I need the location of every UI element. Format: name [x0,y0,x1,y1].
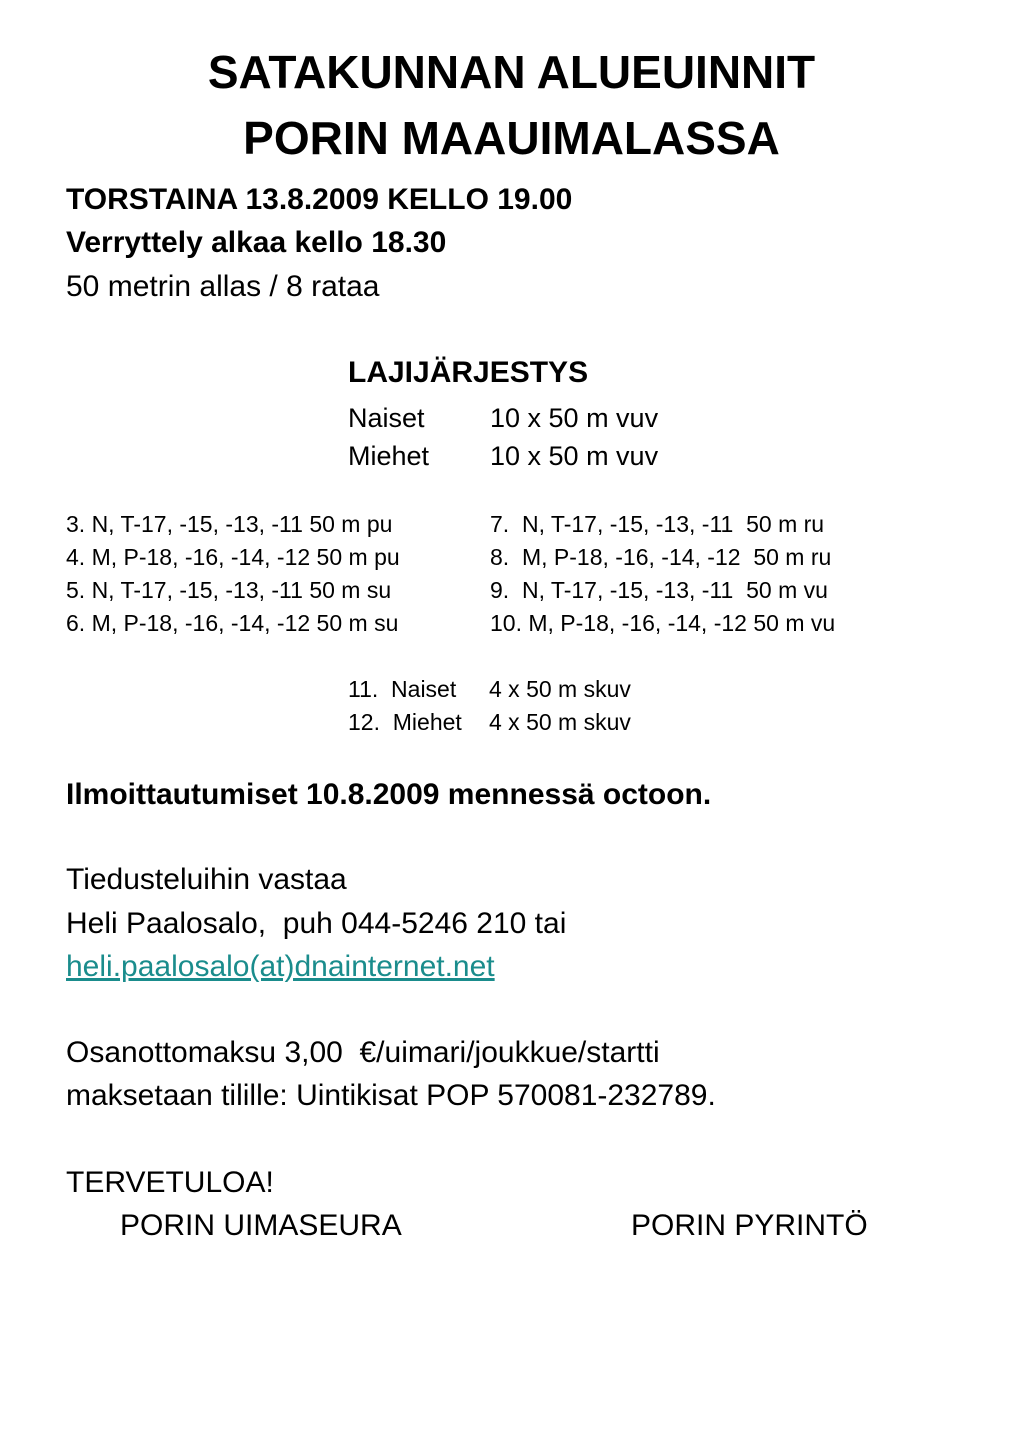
contact-phone: Heli Paalosalo, puh 044-5246 210 tai [66,907,567,940]
event-left: 3. N, T-17, -15, -13, -11 50 m pu [66,511,393,537]
relay-bottom-event: 4 x 50 m skuv [489,709,631,735]
event-left: 6. M, P-18, -16, -14, -12 50 m su [66,610,399,636]
page-title-line-2: PORIN MAAUIMALASSA [243,112,780,164]
event-date: TORSTAINA 13.8.2009 KELLO 19.00 [66,183,573,216]
fee-account: maksetaan tilille: Uintikisat POP 570081-232789. [66,1079,716,1112]
relay-bottom-number: 12. Miehet [348,709,462,735]
welcome-text: TERVETULOA! [66,1166,274,1199]
event-right: 10. M, P-18, -16, -14, -12 50 m vu [490,610,836,636]
relay-top-event: 10 x 50 m vuv [490,441,659,471]
warmup-time: Verryttely alkaa kello 18.30 [66,226,447,259]
event-left: 5. N, T-17, -15, -13, -11 50 m su [66,577,392,603]
relay-bottom-event: 4 x 50 m skuv [489,676,631,702]
relay-bottom-number: 11. Naiset [348,676,457,702]
page-title-line-1: SATAKUNNAN ALUEUINNIT [207,46,816,98]
relay-top-event: 10 x 50 m vuv [490,403,659,433]
relay-top-group: Naiset [348,403,425,433]
contact-intro: Tiedusteluihin vastaa [66,863,347,896]
pool-info: 50 metrin allas / 8 rataa [66,270,380,303]
event-right: 7. N, T-17, -15, -13, -11 50 m ru [490,511,825,537]
event-right: 8. M, P-18, -16, -14, -12 50 m ru [490,544,832,570]
contact-email-link[interactable]: heli.paalosalo(at)dnainternet.net [66,950,495,983]
order-heading: LAJIJÄRJESTYS [348,356,589,389]
registration-deadline: Ilmoittautumiset 10.8.2009 mennessä octoon. [66,778,712,811]
fee-amount: Osanottomaksu 3,00 €/uimari/joukkue/startti [66,1036,660,1069]
event-left: 4. M, P-18, -16, -14, -12 50 m pu [66,544,400,570]
organizer-1: PORIN UIMASEURA [120,1209,402,1242]
organizer-2: PORIN PYRINTÖ [631,1209,868,1242]
event-right: 9. N, T-17, -15, -13, -11 50 m vu [490,577,828,603]
relay-top-group: Miehet [348,441,430,471]
